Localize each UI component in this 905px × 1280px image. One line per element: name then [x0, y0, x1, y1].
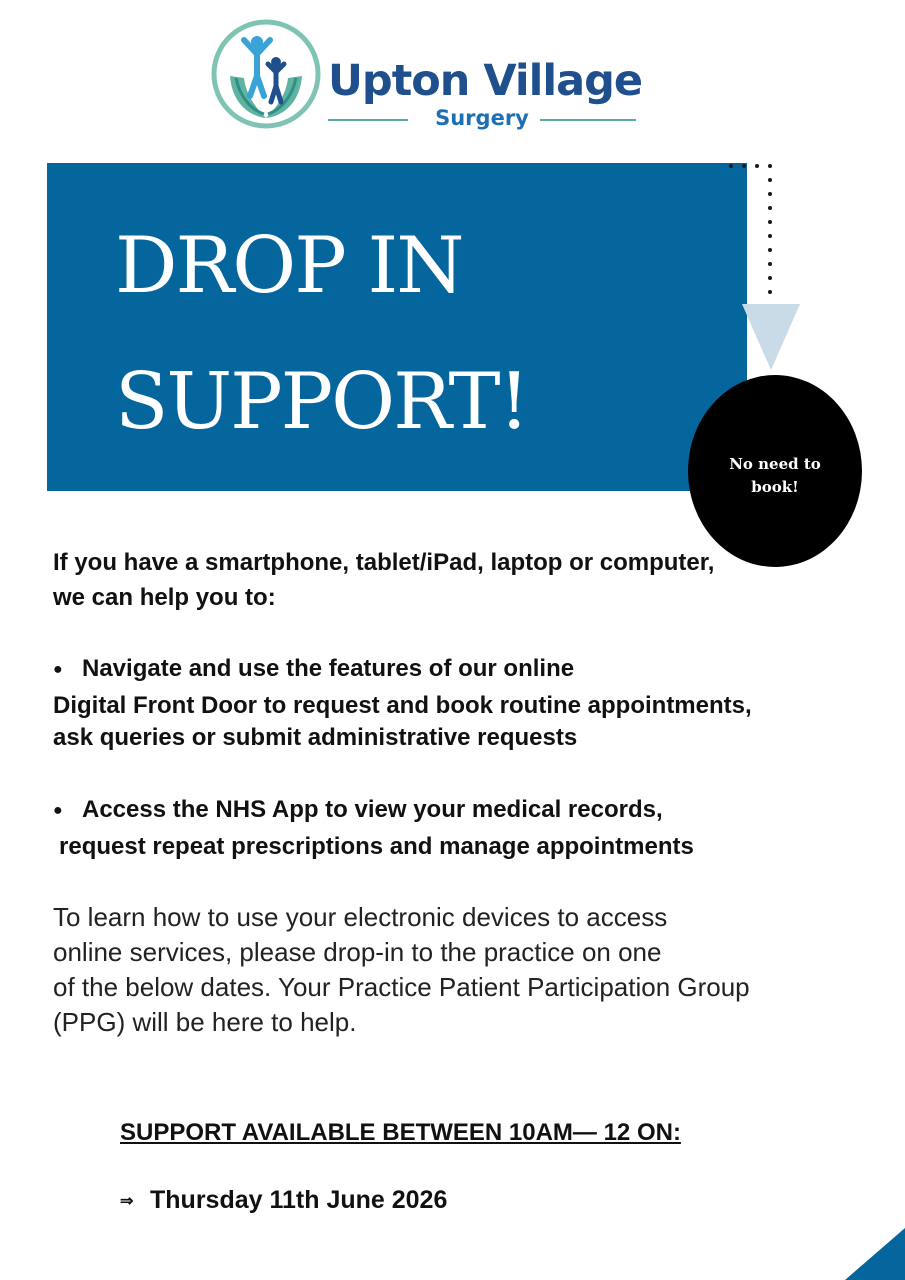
bullet-line: request repeat prescriptions and manage appointments — [59, 832, 694, 860]
hero-title-line-2: SUPPORT! — [115, 357, 528, 447]
dotted-line-decoration — [726, 156, 786, 306]
learn-line: of the below dates. Your Practice Patient Participation Group — [53, 972, 750, 1002]
bullet-line: Digital Front Door to request and book routine appointments, — [53, 691, 752, 719]
bullet-line: ask queries or submit administrative requests — [53, 723, 578, 751]
people-in-hands-icon — [210, 18, 322, 130]
intro-text: If you have a smartphone, tablet/iPad, laptop or computer, we can help you to: — [53, 549, 715, 611]
learn-line: To learn how to use your electronic devices to access — [53, 902, 668, 932]
hero-title-line-1: DROP IN — [115, 221, 463, 311]
bullet-line: Navigate and use the features of our online — [82, 655, 575, 682]
hero-banner — [47, 163, 747, 491]
down-arrow-icon — [742, 304, 800, 370]
practice-logo — [210, 18, 650, 136]
right-arrow-icon: ⇒ — [120, 1193, 134, 1211]
learn-line: (PPG) will be here to help. — [53, 1007, 357, 1037]
badge-line-2: book! — [751, 478, 799, 496]
list-item — [53, 794, 873, 863]
date-item — [120, 1186, 447, 1215]
list-item — [53, 653, 873, 754]
learn-line: online services, please drop-in to the practice on one — [53, 937, 662, 967]
bullet-line: Access the NHS App to view your medical records, — [82, 796, 663, 823]
badge-line-1: No need to — [729, 455, 821, 473]
bullet-icon: ● — [53, 660, 63, 678]
learn-paragraph — [53, 900, 873, 1040]
practice-name: Upton Village — [328, 56, 643, 106]
bullet-icon: ● — [53, 801, 63, 819]
practice-subtitle — [328, 106, 636, 132]
date-text: Thursday 11th June 2026 — [150, 1186, 448, 1214]
practice-subtitle-text: Surgery — [435, 106, 529, 130]
corner-decoration — [845, 1228, 905, 1280]
support-heading: SUPPORT AVAILABLE BETWEEN 10AM— 12 ON: — [120, 1119, 681, 1146]
no-booking-badge — [688, 375, 862, 567]
